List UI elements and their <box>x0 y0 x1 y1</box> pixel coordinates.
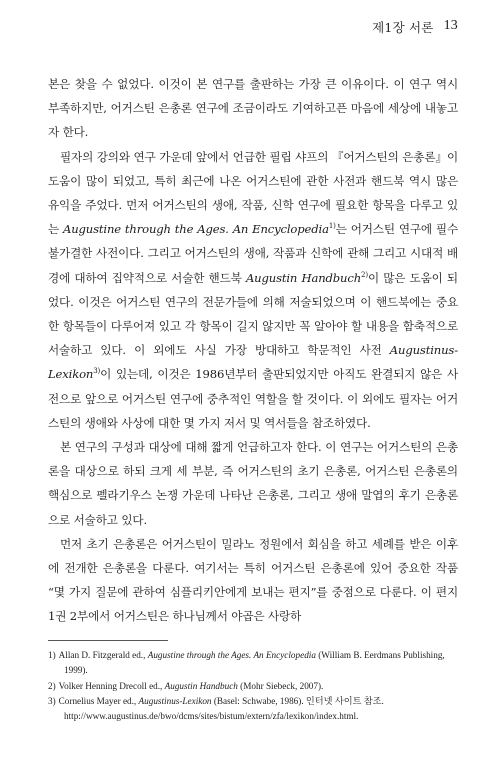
chapter-title: 제1장 서론 <box>372 20 434 35</box>
footnote-ref: 1) <box>328 222 336 231</box>
book-title: Augustin Handbuch <box>164 680 238 691</box>
text-run: 본 연구의 구성과 대상에 대해 짧게 언급하고자 한다. 이 연구는 어거스틴의 은총론을 대상으로 하되 크게 세 부분, 즉 어거스틴의 초기 은총론, 어거스틴 은총론의 핵심으로 펠라기우스 논쟁 가운데 나타난 은총론, 그리고 생애 말엽의 후기 은총론으로 서술하고 있다. <box>48 440 458 527</box>
book-title: Augustinus-Lexikon <box>48 343 458 382</box>
text-run: Allan D. Fitzgerald ed., <box>58 650 148 660</box>
paragraph <box>48 72 458 145</box>
footnote-number: 3) <box>48 696 56 707</box>
footnote-rule <box>48 640 168 641</box>
footnotes <box>48 648 468 725</box>
paragraph <box>48 532 458 629</box>
body-text <box>48 72 458 629</box>
text-run: 본은 찾을 수 없었다. 이것이 본 연구를 출판하는 가장 큰 이유이다. 이 연구 역시 부족하지만, 어거스틴 은총론 연구에 조금이라도 기여하고픈 마음에 세상에 내놓고자 한다. <box>48 77 458 140</box>
footnote-ref: 2) <box>361 270 368 279</box>
text-run: (William B. Eerdmans Publishing, 1999). <box>64 650 445 675</box>
text-run: 이 있는데, 이것은 1986년부터 출판되었지만 아직도 완결되지 않은 사전으로 앞으로 어거스틴 연구에 중추적인 역할을 할 것이다. 이 외에도 필자는 어거스틴의 생애와 사상에 대한 몇 가지 저서 및 역서들을 참조하였다. <box>48 367 458 430</box>
text-run: (Basel: Schwabe, 1986). 인터넷 사이트 참조. http://www.augustinus.de/bwo/dcms/sites/bistum/extern/zfa/lexikon/index.html. <box>64 696 384 722</box>
book-title: Augustinus-Lexikon <box>138 696 212 707</box>
footnote-number: 2) <box>48 680 56 691</box>
footnote <box>48 648 468 678</box>
footnote-ref: 3) <box>93 367 101 376</box>
text-run: 필자의 강의와 연구 가운데 앞에서 언급한 필립 샤프의 『어거스틴의 은총론』이 도움이 많이 되었고, 특히 최근에 나온 어거스틴에 관한 사전과 핸드북 역시 많은 유익을 주었다. 먼저 어거스틴의 생애, 작품, 신학 연구에 필요한 항목을 다루고 있는 <box>48 149 458 237</box>
paragraph <box>48 435 458 532</box>
text-run: Volker Henning Drecoll ed., <box>58 680 165 691</box>
footnote <box>48 694 468 724</box>
page-number: 13 <box>443 18 458 33</box>
running-header <box>372 18 458 36</box>
text-run: (Mohr Siebeck, 2007). <box>237 680 324 691</box>
book-title: Augustine through the Ages. An Encyclopedia <box>147 650 316 660</box>
paragraph <box>48 145 458 435</box>
footnote <box>48 679 468 694</box>
book-title: Augustin Handbuch <box>245 270 362 285</box>
footnote-number: 1) <box>48 650 56 660</box>
text-run: 이 많은 도움이 되었다. 이것은 어거스틴 연구의 전문가들에 의해 저술되었으며 이 핸드북에는 중요한 항목들이 다루어져 있고 각 항목이 길지 않지만 꼭 알아야 할 내용을 함축적으로 서술하고 있다. 이 외에도 사실 가장 방대하고 학문적인 사전 <box>48 270 458 358</box>
text-run: 먼저 초기 은총론은 어거스틴이 밀라노 정원에서 회심을 하고 세례를 받은 이후에 전개한 은총론을 다룬다. 여기서는 특히 어거스틴 은총론에 있어 중요한 작품 “몇 가지 질문에 관하여 심플리키안에게 보내는 편지”를 중점으로 다룬다. 이 편지 1권 2부에서 어거스틴은 하나님께서 야곱은 사랑하 <box>48 536 458 624</box>
text-run: 는 어거스틴 연구에 필수불가결한 사전이다. 그리고 어거스틴의 생애, 작품과 신학에 관해 그리고 시대적 배경에 대하여 집약적으로 서술한 핸드북 <box>48 222 458 285</box>
text-run: Cornelius Mayer ed., <box>58 696 139 707</box>
book-title: Augustine through the Ages. An Encyclopedia <box>62 222 329 237</box>
